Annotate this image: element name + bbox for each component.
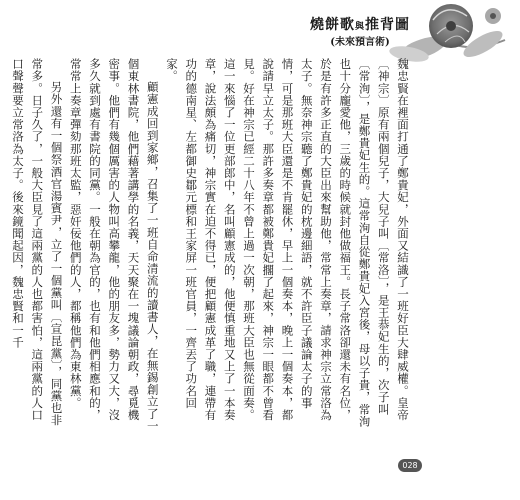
page-number: 028 (398, 459, 422, 472)
paragraph: 魏忠賢在裡面打通了鄭貴妃，外面又結識了一班好臣大肆威權。皇帝〔神宗〕原有兩個兒子，大兒子叫〔常洛〕，是王恭妃生的，次子叫〔常洵〕，是鄭貴妃生的。這常洵自從鄭貴妃入宮後，母以子貴，常洵也十分龐愛他，三歲的時候就封他做福王。長子常洛卻還未有名位，於是有許多正直的大臣出來幫助他，常常上奏章，請求神宗立常洛為太子。無奈神宗聽了鄭貴妃的枕邊細語，就不許臣子議論太子的事情，可是那班大臣還是不肯罷休，早上一個奏本，晚上一個奏本，都說請早立太子。那許多奏章都被鄭貴妃擱了起來，神宗一眼都不曾看見。好在神宗已經二十八年不曾上過一次朝，那班大臣也無從面奏。這一來惱了一位更部郎中，名叫顧憲成的，他便慎重地又上了一本奏章，說法頗為痛切，神宗實在迫不得已，便把顧憲成革了職，連帶有功的德南星、左都御史鄒元標和王家屏一班官員，一齊丟了功名回家。 (165, 58, 410, 428)
title-connector: 與 (354, 22, 365, 32)
title-part1: 燒餅歌 (309, 17, 355, 33)
page-title (300, 14, 420, 34)
body-text (11, 58, 412, 432)
paragraph: 顧憲成回到家鄉，召集了一班自命清流的讀書人，在無錫創立了一個東林書院，他們藉著講學的名義，天天聚在一塊議論朝政，尋覓機密事。他們有幾個厲害的人物叫高攀龍，他的朋友多，勢力又大，沒多久就到處有書院的同黨。一般在朝為官的，也有和他們相應和的，常常上奏章彈劾那班太監，惡奸佞他們的人，都稱他們為東林黨。 (68, 58, 160, 432)
title-part2: 推背圖 (365, 17, 410, 33)
page-subtitle: (未來預言術) (330, 37, 390, 48)
paragraph: 另外還有一個祭酒官湯賓尹，立了一個黨叫〔宣昆黨〕，同黨也非常多。日子久了，一般大臣見了這兩黨的人也都害怕，這兩黨的人口口聲聲要立常洛為太子。後來鏡聞起因，魏忠賢和一千 (11, 58, 64, 427)
